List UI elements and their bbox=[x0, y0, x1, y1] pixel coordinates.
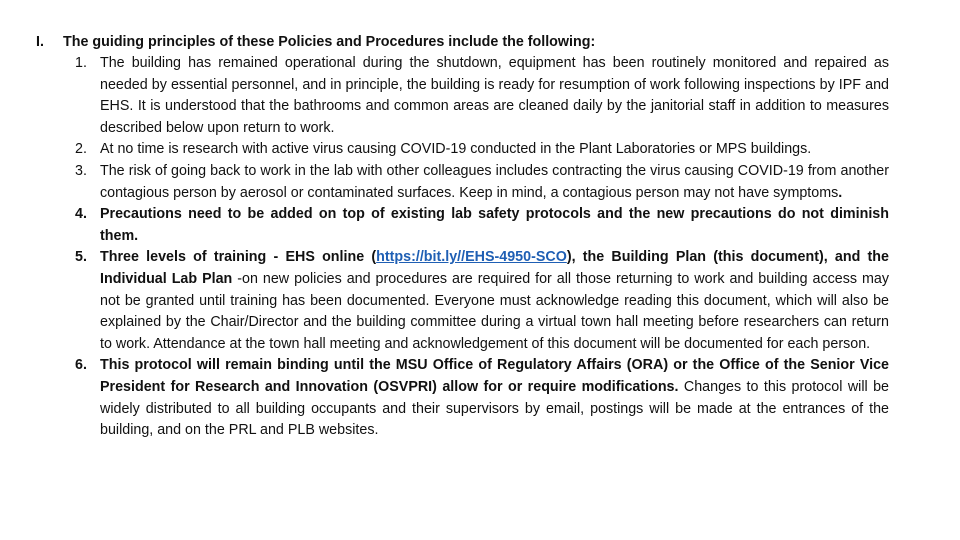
item-text-rest: -on new policies and procedures are required for all those returning to work and building access may not be granted until training has been documented. Everyone must acknowledge reading this document, which will also be explained by the Chair/Director and the building committee during a virtual town hall meeting before researchers can return to work. Attendance at the town hall meeting and acknowledgement of this document will be documented for each person. bbox=[100, 270, 890, 352]
item-text: At no time is research with active virus causing COVID-19 conducted in the Plant Laboratories or MPS buildings. bbox=[100, 141, 812, 158]
item-text-period: . bbox=[838, 184, 843, 201]
item-text: Precautions need to be added on top of existing lab safety protocols and the new precautions do not diminish them. bbox=[100, 206, 889, 244]
item-number: 3. bbox=[75, 162, 87, 179]
section-number: I. bbox=[36, 34, 44, 50]
list-item bbox=[75, 139, 889, 161]
item-text-rest: Changes to this protocol will be widely distributed to all building occupants and their supervisors by email, postings will be made at the entrances of the building, and on the PRL and PLB websites. bbox=[100, 378, 890, 439]
item-number: 2. bbox=[75, 141, 87, 158]
list-item bbox=[75, 247, 889, 355]
section-title: The guiding principles of these Policies and Procedures include the following: bbox=[63, 34, 596, 50]
principles-list bbox=[75, 53, 889, 442]
item-number: 4. bbox=[75, 206, 87, 223]
item-number: 1. bbox=[75, 55, 87, 71]
list-item bbox=[75, 161, 889, 204]
list-item bbox=[75, 53, 889, 139]
item-text bbox=[100, 247, 889, 355]
item-text bbox=[100, 161, 889, 204]
item-text-lead: This protocol will remain binding until the MSU Office of Regulatory Affairs (ORA) or the Office of the Senior Vice President for Research and Innovation (OSVPRI) allow for or require modifications. bbox=[100, 357, 889, 395]
item-number: 5. bbox=[75, 249, 87, 266]
item-number: 6. bbox=[75, 357, 87, 374]
list-item bbox=[75, 355, 889, 441]
item-text-body: The risk of going back to work in the lab with other colleagues includes contracting the virus causing COVID-19 from another contagious person by aerosol or contaminated surfaces. Keep in mind, a contagious person may not have symptoms bbox=[100, 162, 889, 201]
ehs-training-link[interactable]: https://bit.ly//EHS-4950-SCO bbox=[376, 249, 567, 266]
item-text-lead: Three levels of training - EHS online ( bbox=[100, 249, 377, 266]
item-text-mid: ), the Building Plan (this document), and the Individual Lab Plan bbox=[100, 249, 889, 287]
list-item bbox=[75, 204, 889, 247]
item-text: The building has remained operational during the shutdown, equipment has been routinely monitored and repaired as needed by essential personnel, and in principle, the building is ready for resumption of work following inspections by IPF and EHS. It is understood that the bathrooms and common areas are cleaned daily by the janitorial staff in addition to measures described below upon return to work. bbox=[100, 55, 889, 136]
item-text bbox=[100, 355, 889, 441]
section-heading bbox=[36, 33, 595, 51]
